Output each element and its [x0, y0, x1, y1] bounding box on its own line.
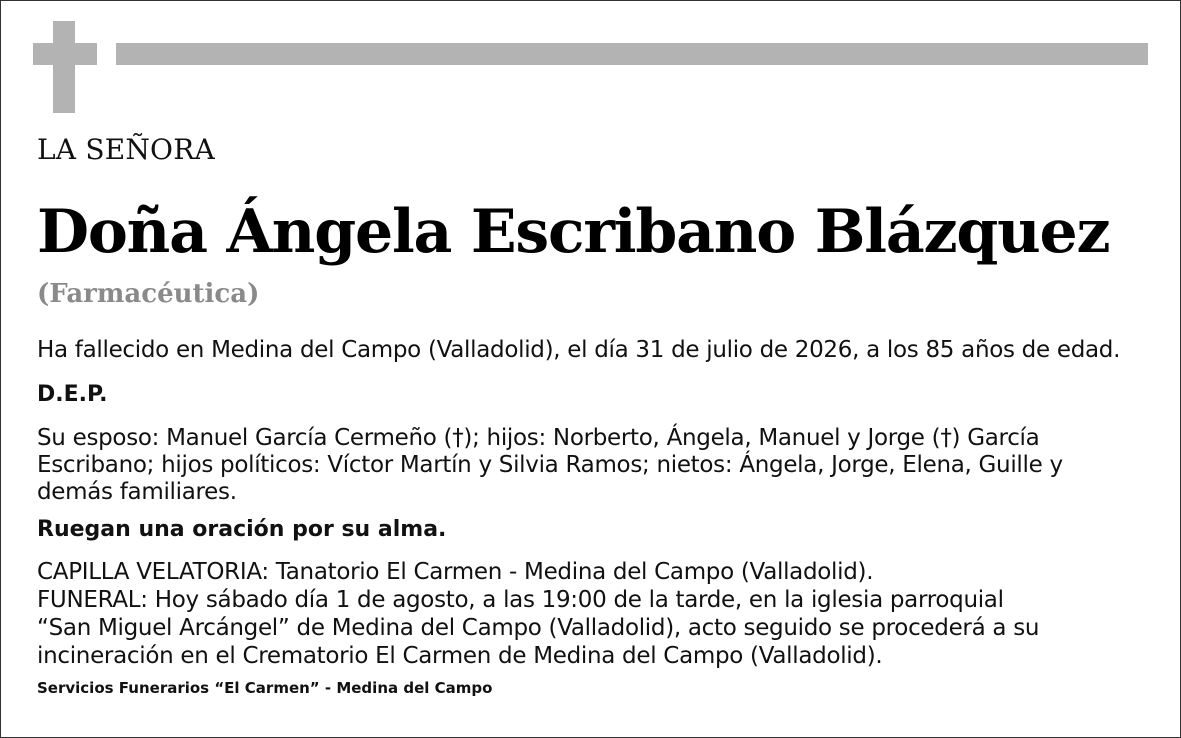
header-rule — [116, 43, 1148, 65]
service-line: “San Miguel Arcángel” de Medina del Campo (Valladolid), acto seguido se procederá a su — [37, 615, 1040, 641]
cross-icon-horizontal-bar — [33, 43, 97, 65]
service-line: incineración en el Crematorio El Carmen de Medina del Campo (Valladolid). — [37, 643, 883, 669]
family-line: demás familiares. — [37, 479, 237, 505]
family-line: Escribano; hijos políticos: Víctor Martín y Silvia Ramos; nietos: Ángela, Jorge, Elena, Guille y — [37, 452, 1063, 478]
family-paragraph — [37, 425, 1117, 506]
family-line: Su esposo: Manuel García Cermeño (†); hijos: Norberto, Ángela, Manuel y Jorge (†) García — [37, 425, 1040, 451]
service-details — [37, 558, 1150, 670]
profession: (Farmacéutica) — [37, 279, 260, 309]
service-line: CAPILLA VELATORIA: Tanatorio El Carmen - Medina del Campo (Valladolid). — [37, 559, 874, 585]
honorific: LA SEÑORA — [37, 133, 215, 166]
funeral-home-footer: Servicios Funerarios “El Carmen” - Medina del Campo — [37, 679, 493, 697]
service-line: FUNERAL: Hoy sábado día 1 de agosto, a las 19:00 de la tarde, en la iglesia parroquial — [37, 587, 1004, 613]
deceased-name: Doña Ángela Escribano Blázquez — [37, 197, 1110, 267]
death-announcement: Ha fallecido en Medina del Campo (Valladolid), el día 31 de julio de 2026, a los 85 años de edad. — [37, 337, 1121, 363]
cross-icon-vertical-bar — [53, 21, 75, 113]
dep-text: D.E.P. — [37, 382, 108, 407]
prayer-request: Ruegan una oración por su alma. — [37, 517, 447, 542]
